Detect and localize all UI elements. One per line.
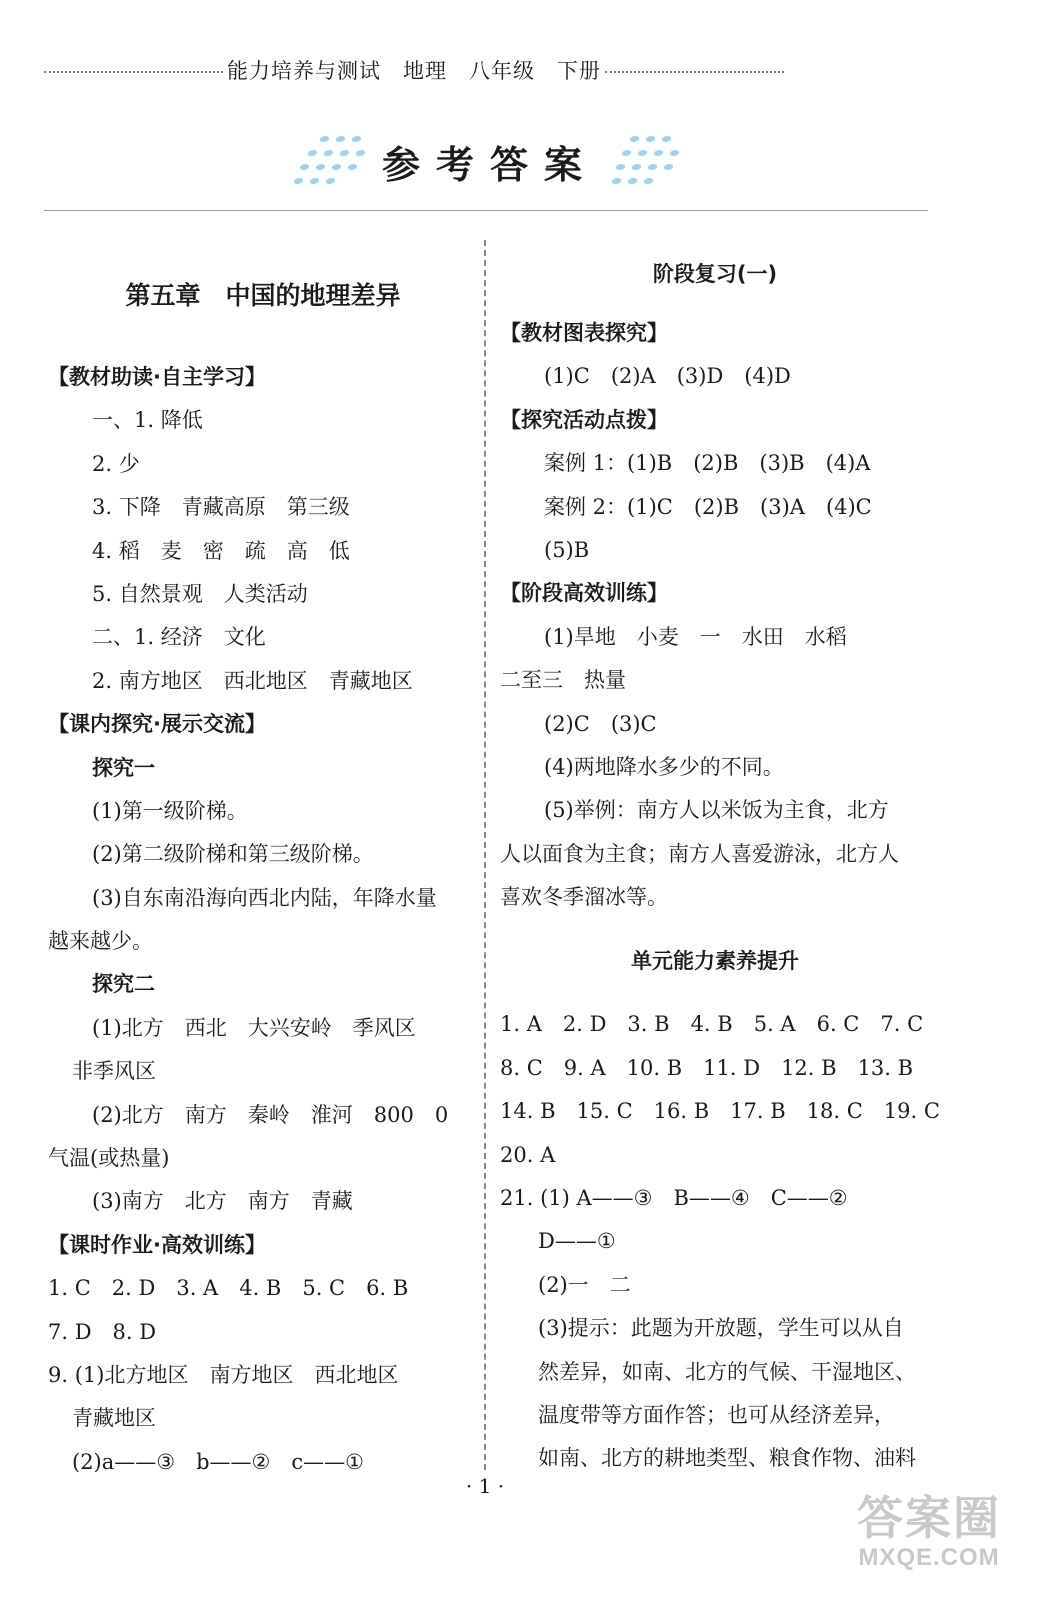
answer-line: 二、1. 经济 文化: [92, 625, 266, 650]
answer-line: 20. A: [500, 1142, 556, 1167]
answer-line: 【阶段高效训练】: [500, 581, 668, 606]
right-lines-review: [500, 312, 930, 919]
answer-line: (3)自东南沿海向西北内陆，年降水量: [92, 885, 437, 910]
right-column: [500, 256, 940, 1481]
answer-line: (3)提示：此题为开放题，学生可以从自: [538, 1316, 904, 1341]
right-lines-unit: [500, 1003, 940, 1480]
answer-line: 【教材图表探究】: [500, 321, 668, 345]
answer-line: 案例 2：(1)C (2)B (3)A (4)C: [544, 494, 872, 519]
answer-line: (2)北方 南方 秦岭 淮河 800 0: [92, 1102, 449, 1127]
title-banner: [270, 118, 710, 204]
title-rule: [44, 210, 928, 211]
answer-line: (5)B: [544, 537, 590, 562]
chapter-heading: 第五章 中国的地理差异: [125, 281, 401, 310]
answer-line: 喜欢冬季溜冰等。: [500, 885, 668, 910]
answer-line: 人以面食为主食；南方人喜爱游泳，北方人: [500, 841, 899, 866]
running-header: [44, 52, 784, 88]
answer-line: 案例 1：(1)B (2)B (3)B (4)A: [544, 451, 871, 476]
answer-line: (1)北方 西北 大兴安岭 季风区: [92, 1015, 416, 1040]
answer-line: (4)两地降水多少的不同。: [544, 754, 784, 779]
answer-line: 2. 南方地区 西北地区 青藏地区: [92, 668, 413, 693]
answer-line: 1. A 2. D 3. B 4. B 5. A 6. C 7. C: [500, 1012, 924, 1037]
section-heading-review: 阶段复习(一): [652, 262, 778, 286]
answer-line: 非季风区: [72, 1059, 156, 1084]
answer-line: (2)第二级阶梯和第三级阶梯。: [92, 842, 374, 867]
answer-line: 4. 稻 麦 密 疏 高 低: [92, 538, 350, 563]
answer-line: 8. C 9. A 10. B 11. D 12. B 13. B: [500, 1055, 914, 1080]
decorative-dots-right: [610, 130, 700, 190]
column-divider: [484, 240, 486, 1470]
answer-line: 温度带等方面作答；也可从经济差异，: [538, 1402, 895, 1427]
answer-line: (5)举例：南方人以米饭为主食，北方: [544, 798, 889, 823]
answer-line: (2)C (3)C: [544, 711, 657, 736]
answer-line: 7. D 8. D: [48, 1319, 157, 1344]
answer-line: 21. (1) A——③ B——④ C——②: [500, 1186, 848, 1211]
header-text: 能力培养与测试 地理 八年级 下册: [227, 59, 601, 83]
answer-line: 3. 下降 青藏高原 第三级: [92, 495, 350, 520]
left-column: [48, 270, 478, 1484]
answer-line: 探究二: [92, 972, 155, 997]
header-dots-right: [605, 71, 784, 73]
answer-line: 探究一: [92, 755, 155, 780]
answer-line: 5. 自然景观 人类活动: [92, 581, 308, 606]
answer-line: 如南、北方的耕地类型、粮食作物、油料: [538, 1446, 916, 1471]
answer-line: 一、1. 降低: [92, 408, 203, 433]
answer-line: 1. C 2. D 3. A 4. B 5. C 6. B: [48, 1276, 409, 1301]
decorative-dots-left: [280, 130, 370, 190]
page-title: 参考答案: [381, 141, 598, 187]
answer-line: (2)一 二: [538, 1272, 631, 1297]
answer-line: 二至三 热量: [500, 668, 626, 693]
answer-line: 【教材助读·自主学习】: [48, 365, 266, 389]
section-heading-unit: 单元能力素养提升: [631, 949, 799, 974]
answer-line: (1)旱地 小麦 一 水田 水稻: [544, 624, 847, 649]
answer-line: D——①: [538, 1229, 616, 1254]
watermark-logo: 答案圈 MXQE.COM: [857, 1492, 1001, 1571]
answer-line: 青藏地区: [72, 1406, 156, 1431]
answer-line: 然差异，如南、北方的气候、干湿地区、: [538, 1359, 916, 1384]
answer-line: (2)a——③ b——② c——①: [72, 1449, 364, 1474]
answer-line: 【课时作业·高效训练】: [48, 1232, 266, 1257]
answer-line: 气温(或热量): [48, 1146, 170, 1171]
answer-line: 9. (1)北方地区 南方地区 西北地区: [48, 1362, 399, 1387]
answer-line: (1)C (2)A (3)D (4)D: [544, 364, 791, 389]
answer-line: 【探究活动点拨】: [500, 407, 668, 432]
answer-line: 越来越少。: [48, 929, 153, 954]
page-number: · 1 ·: [465, 1474, 505, 1498]
answer-line: (1)第一级阶梯。: [92, 798, 248, 823]
answer-line: 【课内探究·展示交流】: [48, 712, 266, 737]
answer-line: 14. B 15. C 16. B 17. B 18. C 19. C: [500, 1099, 940, 1124]
answer-line: 2. 少: [92, 451, 140, 476]
answer-line: (3)南方 北方 南方 青藏: [92, 1189, 353, 1214]
header-dots-left: [44, 71, 223, 73]
left-lines: [48, 356, 478, 1484]
